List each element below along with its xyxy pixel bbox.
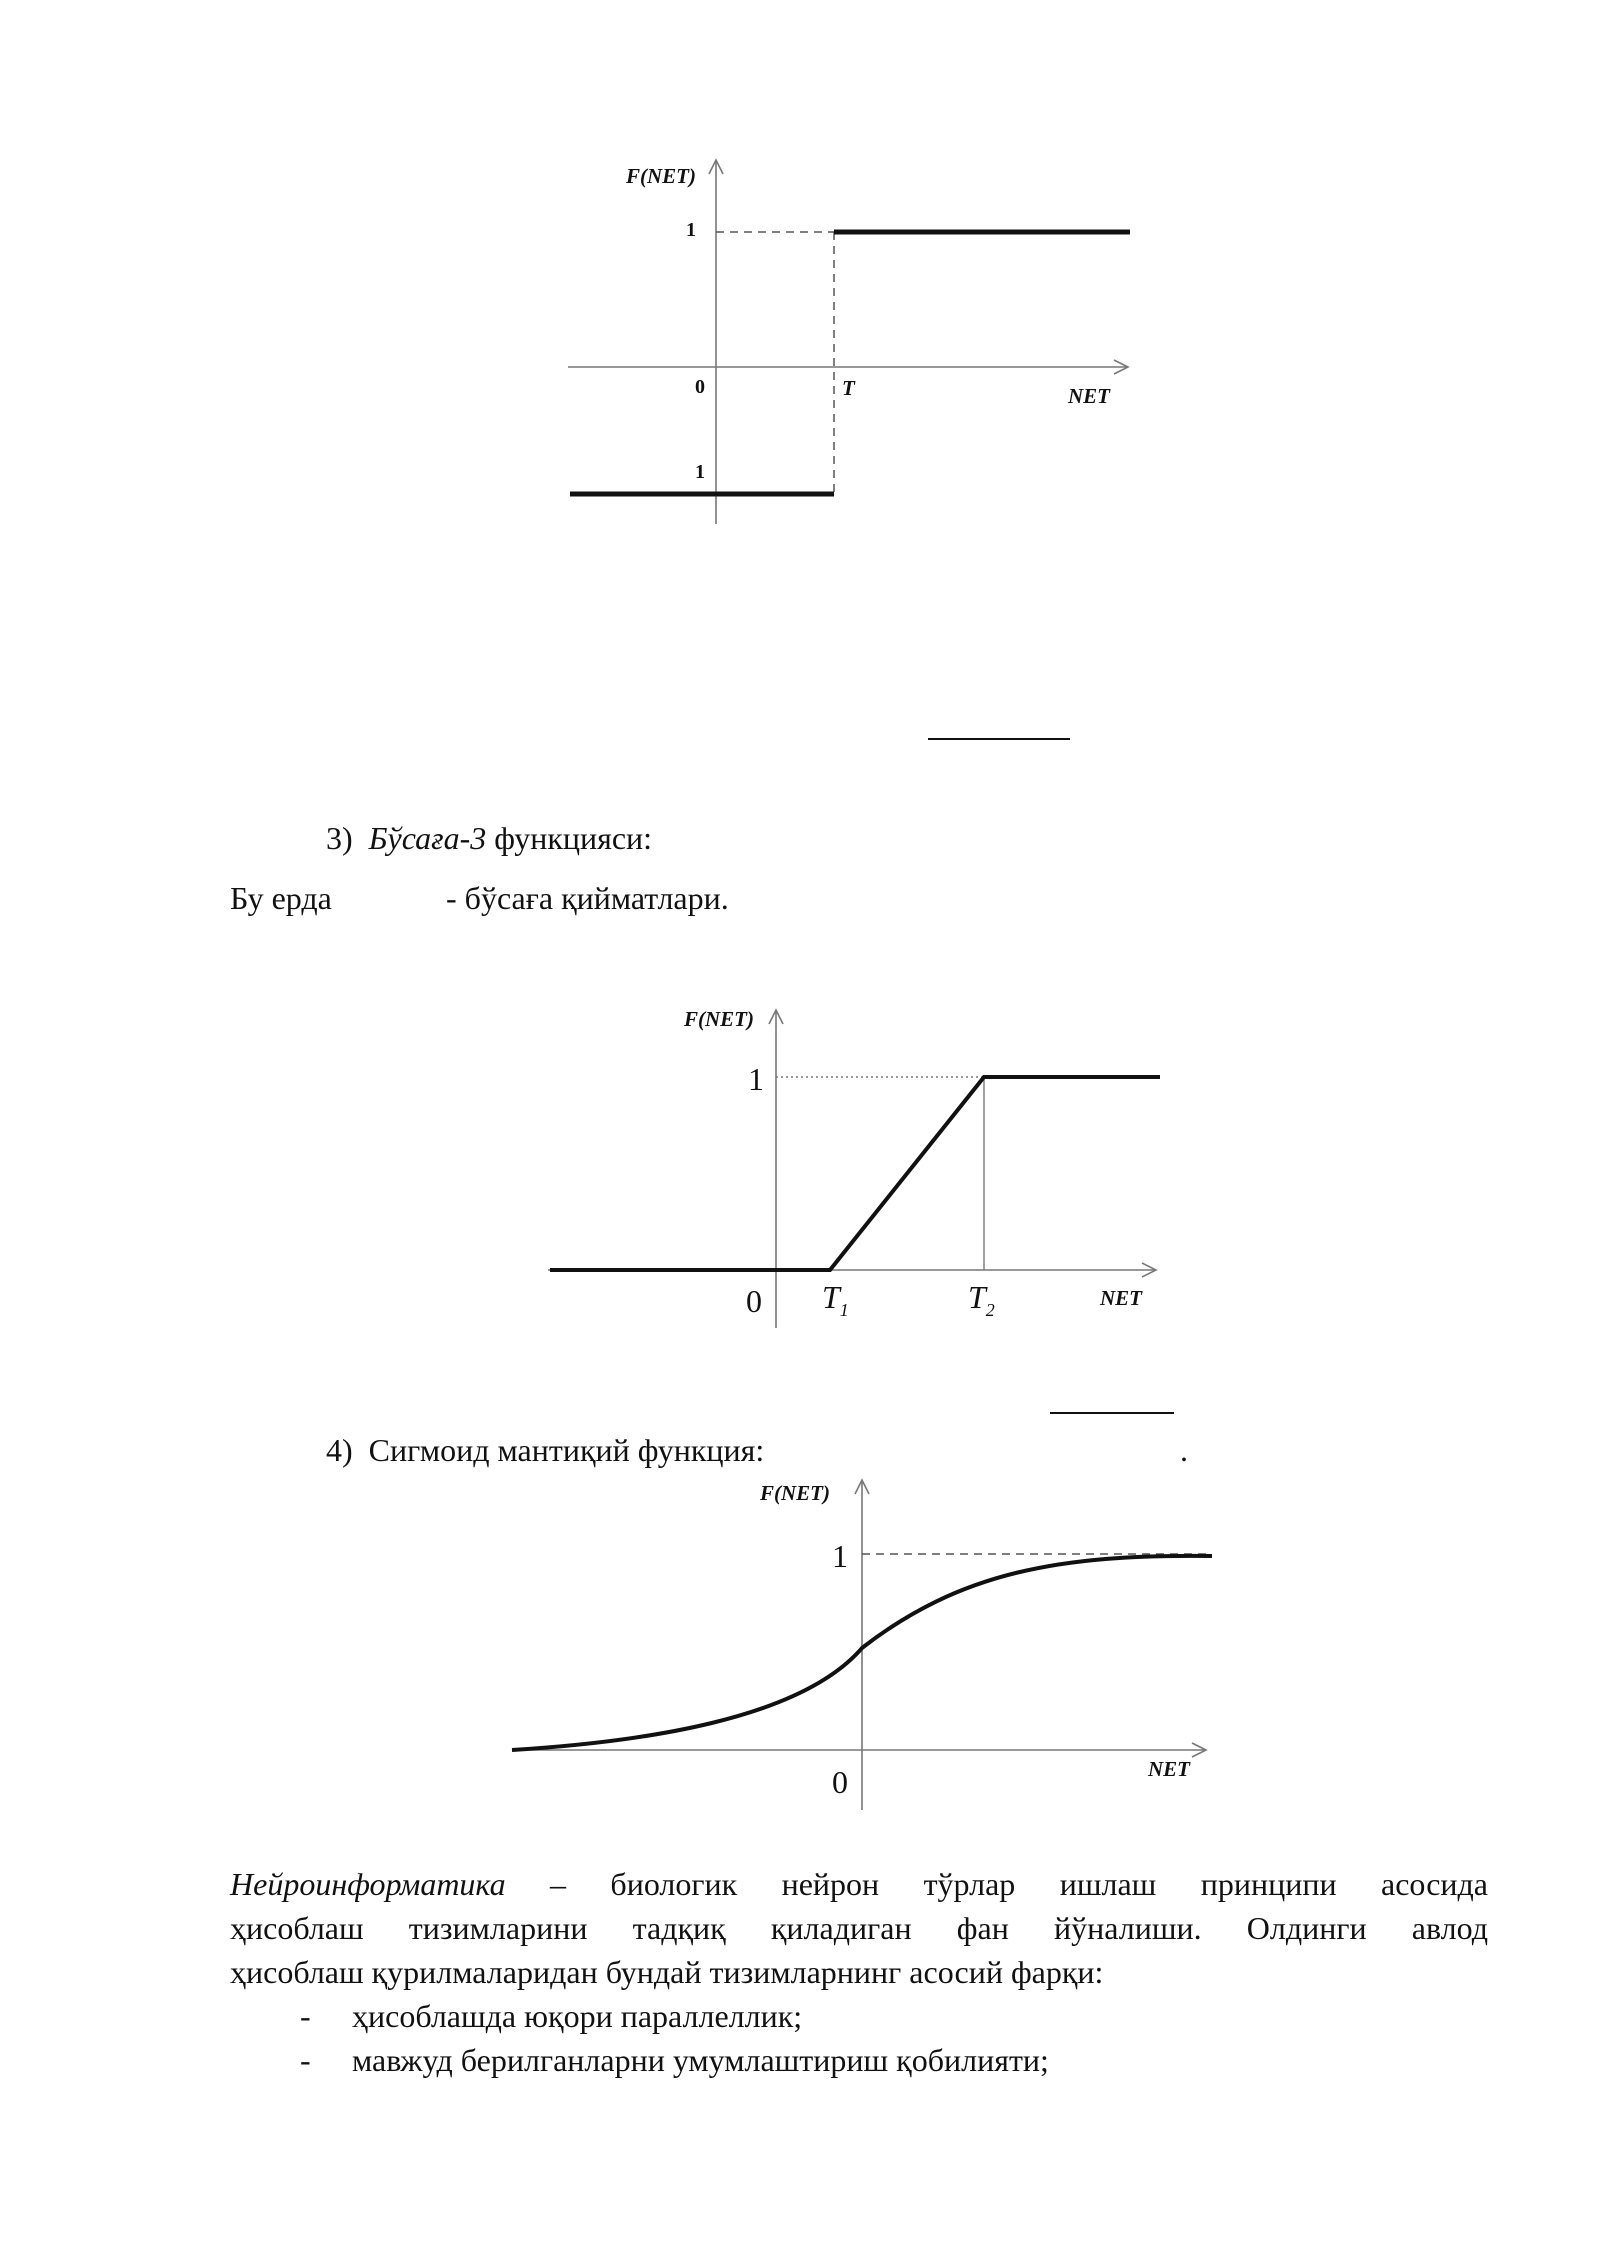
bullet-text: мавжуд берилганларни умумлаштириш қобилияти; bbox=[352, 2042, 1049, 2078]
formula-rule-2 bbox=[1050, 1412, 1174, 1414]
section3-heading bbox=[326, 816, 652, 860]
paragraph-line-1 bbox=[230, 1862, 1488, 1906]
fig3-tick-one: 1 bbox=[832, 1538, 848, 1574]
fig2-series-line bbox=[550, 1077, 1160, 1270]
fig1-y-axis-label: F(NET) bbox=[626, 164, 696, 188]
section3-title-italic: Бўсаға-3 bbox=[368, 820, 487, 856]
bullet-dash: - bbox=[300, 2042, 311, 2078]
section4-end-dot: . bbox=[1180, 1432, 1188, 1468]
fig2-tick-t1: $T_1$ bbox=[822, 1279, 849, 1320]
bullet-item bbox=[300, 1994, 802, 2038]
section4-heading bbox=[326, 1428, 764, 1472]
section3-number: 3) bbox=[326, 820, 353, 856]
figure-step-function bbox=[568, 160, 1130, 524]
bullet-item bbox=[300, 2038, 1049, 2082]
fig1-tick-one-bottom: 1 bbox=[695, 461, 705, 483]
fig1-tick-zero: 0 bbox=[695, 376, 705, 398]
fig2-tick-one: 1 bbox=[748, 1061, 764, 1097]
formula-rule-1 bbox=[928, 738, 1070, 740]
figure-sigmoid-function bbox=[512, 1480, 1212, 1810]
figure-ramp-function bbox=[548, 1007, 1160, 1328]
fig1-tick-one-top: 1 bbox=[686, 219, 696, 241]
bullet-text: ҳисоблашда юқори параллеллик; bbox=[352, 1998, 803, 2034]
bullet-dash: - bbox=[300, 1998, 311, 2034]
paragraph-lead-term: Нейроинформатика bbox=[230, 1866, 506, 1902]
where-line-left: Бу ерда bbox=[230, 880, 332, 916]
definition-paragraph bbox=[230, 1862, 1488, 1994]
fig2-x-axis-label: NET bbox=[1100, 1286, 1142, 1310]
fig2-y-axis-label: F(NET) bbox=[684, 1007, 754, 1031]
fig1-x-axis-label: NET bbox=[1068, 384, 1110, 408]
fig3-x-axis-label: NET bbox=[1148, 1757, 1190, 1781]
fig2-tick-zero: 0 bbox=[746, 1283, 762, 1319]
section4-title: Сигмоид мантиқий функция: bbox=[368, 1432, 765, 1468]
fig3-tick-zero: 0 bbox=[832, 1764, 848, 1800]
fig3-y-axis-label: F(NET) bbox=[760, 1481, 830, 1505]
paragraph-line-3: ҳисоблаш қурилмаларидан бундай тизимларнинг асосий фарқи: bbox=[230, 1954, 1104, 1990]
where-line-right: - бўсаға қийматлари. bbox=[446, 880, 729, 916]
paragraph-line-2: ҳисоблаш тизимларини тадқиқ қиладиган фан йўналиши. Олдинги авлод bbox=[230, 1910, 1488, 1946]
section3-title-rest: функцияси: bbox=[486, 820, 653, 856]
fig1-tick-t: T bbox=[842, 376, 855, 400]
section4-number: 4) bbox=[326, 1432, 353, 1468]
paragraph-line1-rest: – биологик нейрон тўрлар ишлаш принципи асосида bbox=[505, 1866, 1488, 1902]
fig2-tick-t2: $T_2$ bbox=[968, 1279, 995, 1320]
